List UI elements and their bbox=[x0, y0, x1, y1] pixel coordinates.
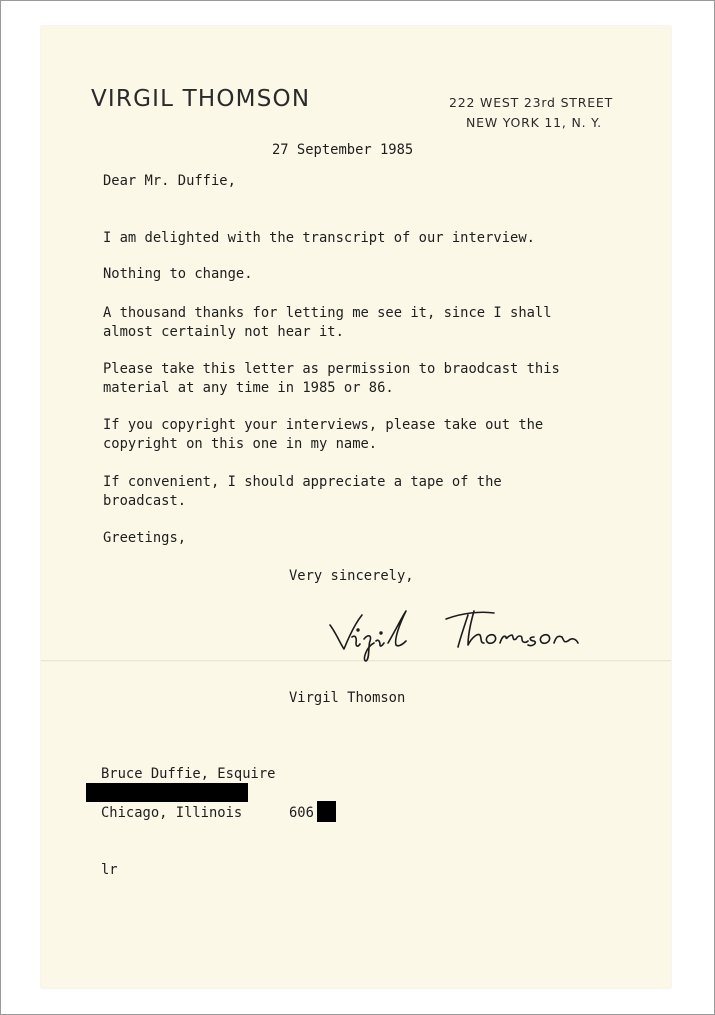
handwritten-signature bbox=[322, 603, 622, 665]
paragraph-5: If you copyright your interviews, please take out the copyright on this one in my name. bbox=[103, 417, 544, 452]
letterhead-address-line2: NEW YORK 11, N. Y. bbox=[466, 115, 602, 130]
recipient-zip-partial: 606 bbox=[289, 805, 314, 821]
paragraph-6: If convenient, I should appreciate a tape of the broadcast. bbox=[103, 474, 502, 509]
letter-date: 27 September 1985 bbox=[272, 142, 414, 158]
redacted-zip-digits bbox=[317, 801, 336, 822]
paragraph-1: I am delighted with the transcript of our interview. bbox=[103, 230, 535, 246]
redacted-street-address bbox=[86, 783, 248, 802]
typist-initials: lr bbox=[101, 862, 118, 878]
paragraph-2: Nothing to change. bbox=[103, 266, 253, 282]
recipient-city: Chicago, Illinois bbox=[101, 805, 243, 821]
closing: Very sincerely, bbox=[289, 568, 414, 584]
paragraph-4: Please take this letter as permission to braodcast this material at any time in 1985 or 86. bbox=[103, 361, 560, 396]
salutation: Dear Mr. Duffie, bbox=[103, 173, 236, 189]
paragraph-3: A thousand thanks for letting me see it, since I shall almost certainly not hear it. bbox=[103, 305, 552, 340]
letterhead-name: VIRGIL THOMSON bbox=[91, 86, 311, 112]
greetings: Greetings, bbox=[103, 530, 187, 546]
recipient-name: Bruce Duffie, Esquire bbox=[101, 766, 276, 782]
letterhead-address-line1: 222 WEST 23rd STREET bbox=[449, 95, 614, 110]
typed-signature-name: Virgil Thomson bbox=[289, 690, 406, 706]
